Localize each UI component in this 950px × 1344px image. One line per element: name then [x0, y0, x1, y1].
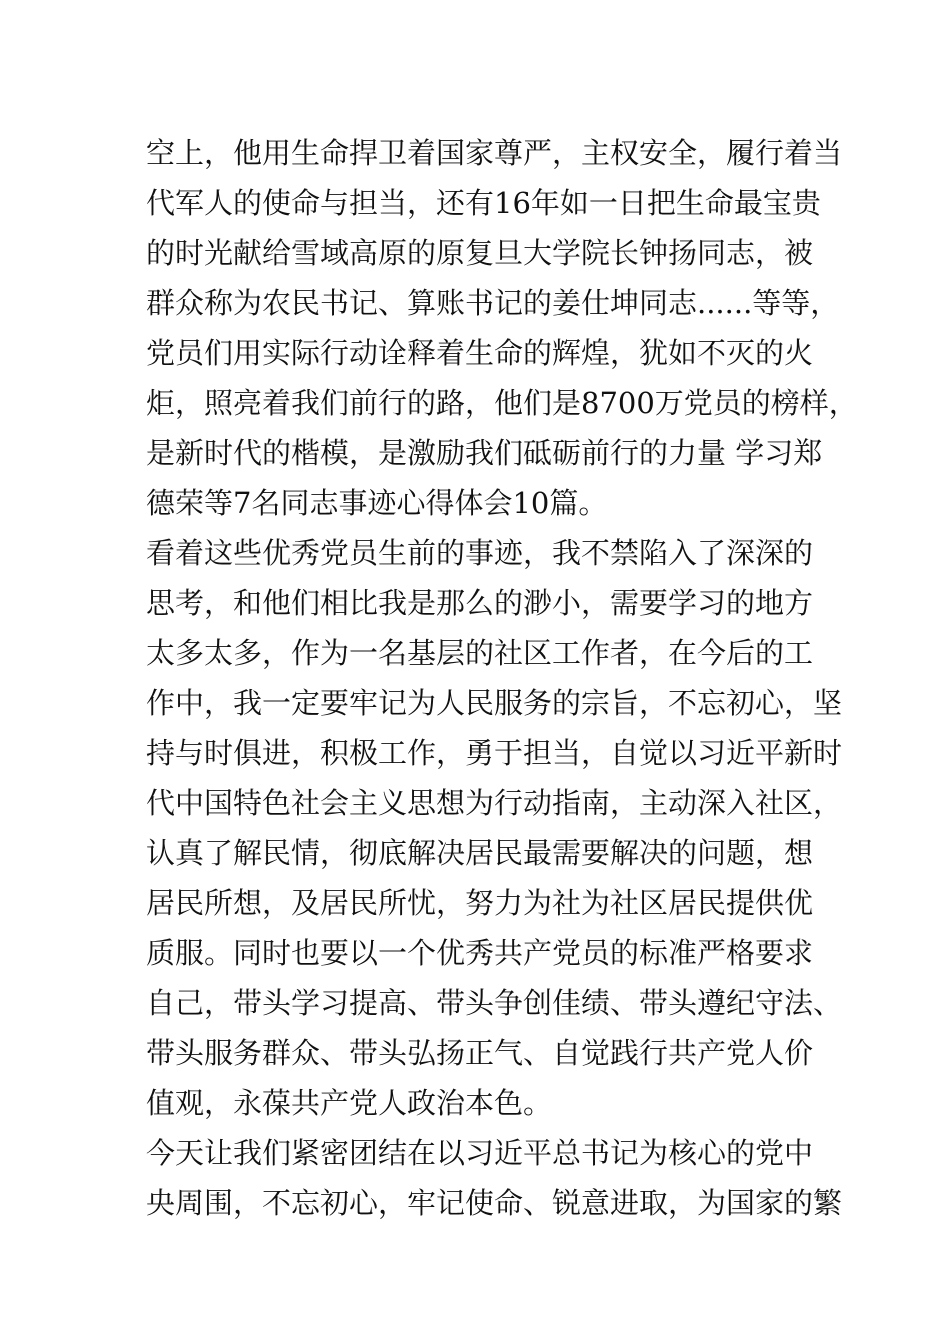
text-line: 群众称为农民书记、算账书记的姜仕坤同志......等等， [146, 286, 840, 320]
body-text [146, 128, 858, 1228]
text-line: 今天让我们紧密团结在以习近平总书记为核心的党中 [146, 1136, 814, 1170]
text-line: 持与时俱进，积极工作，勇于担当，自觉以习近平新时 [146, 736, 843, 770]
paragraph-3 [146, 1128, 843, 1228]
text-line: 炬，照亮着我们前行的路，他们是8700万党员的榜样， [146, 386, 858, 420]
text-line: 作中，我一定要牢记为人民服务的宗旨，不忘初心，坚 [146, 686, 843, 720]
text-line: 是新时代的楷模，是激励我们砥砺前行的力量 学习郑 [146, 436, 823, 470]
text-line: 带头服务群众、带头弘扬正气、自觉践行共产党人价 [146, 1036, 814, 1070]
text-line: 的时光献给雪域高原的原复旦大学院长钟扬同志，被 [146, 236, 814, 270]
text-line: 代军人的使命与担当，还有16年如一日把生命最宝贵 [146, 186, 821, 220]
text-line: 质服。同时也要以一个优秀共产党员的标准严格要求 [146, 936, 814, 970]
paragraph-2 [146, 528, 843, 1128]
text-line: 值观，永葆共产党人政治本色。 [146, 1086, 553, 1120]
text-line: 德荣等7名同志事迹心得体会10篇。 [146, 486, 608, 520]
text-line: 思考，和他们相比我是那么的渺小，需要学习的地方 [146, 586, 814, 620]
paragraph-1 [146, 128, 858, 528]
text-line: 空上，他用生命捍卫着国家尊严，主权安全，履行着当 [146, 136, 843, 170]
text-line: 代中国特色社会主义思想为行动指南，主动深入社区， [146, 786, 843, 820]
text-line: 看着这些优秀党员生前的事迹，我不禁陷入了深深的 [146, 536, 814, 570]
text-line: 居民所想，及居民所忧，努力为社为社区居民提供优 [146, 886, 814, 920]
text-line: 太多太多，作为一名基层的社区工作者，在今后的工 [146, 636, 814, 670]
text-line: 认真了解民情，彻底解决居民最需要解决的问题，想 [146, 836, 814, 870]
text-line: 自己，带头学习提高、带头争创佳绩、带头遵纪守法、 [146, 986, 843, 1020]
text-line: 党员们用实际行动诠释着生命的辉煌，犹如不灭的火 [146, 336, 814, 370]
text-line: 央周围，不忘初心，牢记使命、锐意进取，为国家的繁 [146, 1186, 843, 1220]
